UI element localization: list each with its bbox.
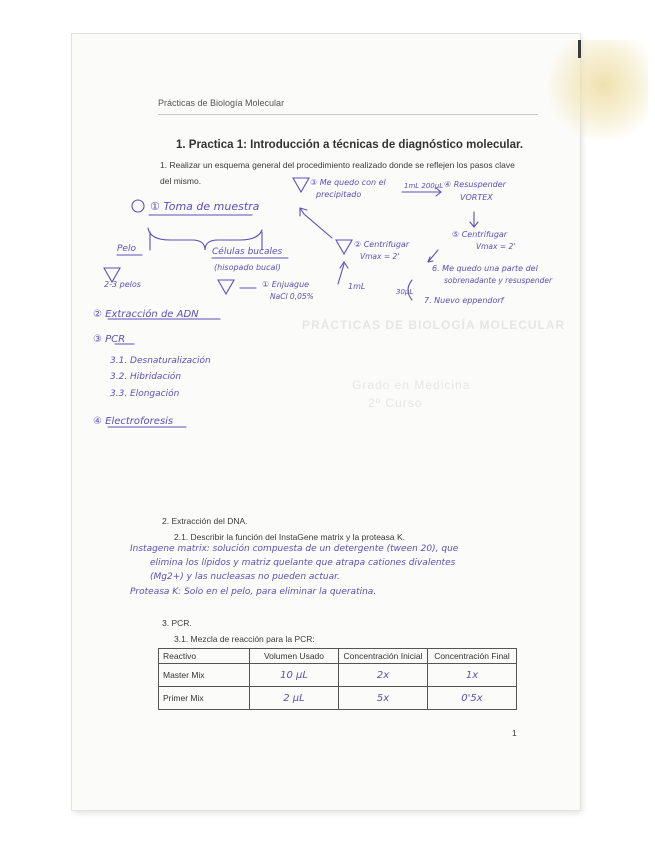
question-3-1: 3.1. Mezcla de reacción para la PCR:: [174, 634, 315, 644]
hw-celulas: Células bucales: [212, 247, 283, 257]
section-3-title: 3. PCR.: [162, 618, 192, 628]
question-2-1: 2.1. Describir la función del InstaGene matrix y la proteasa K.: [174, 532, 406, 542]
hw-answer-line-4: Proteasa K: Solo en el pelo, para eliminar la queratina.: [130, 587, 377, 597]
ghost-text-year: 2º Curso: [368, 396, 423, 410]
hw-step6: 6. Me quedo una parte del: [432, 264, 538, 273]
hw-quedo-sub: precipitado: [316, 190, 362, 199]
hw-step3-pcr: ③ PCR: [93, 334, 126, 345]
hw-step31: 3.1. Desnaturalización: [110, 356, 211, 366]
table-row: [159, 664, 517, 687]
table-header-cell: Reactivo: [159, 649, 250, 664]
table-row: [159, 687, 517, 710]
hw-step33: 3.3. Elongación: [110, 389, 180, 399]
pcr-mix-table: [158, 648, 517, 710]
section-2-title: 2. Extracción del DNA.: [162, 516, 248, 526]
hw-resuspender: ④ Resuspender: [444, 180, 506, 189]
table-cell: Primer Mix: [159, 687, 250, 710]
hw-centrifugar-1: ② Centrifugar: [354, 240, 410, 249]
hw-30ul: 30µL: [396, 288, 414, 296]
ghost-text-title: PRÁCTICAS DE BIOLOGÍA MOLECULAR: [302, 318, 566, 332]
hw-centrifugar-2-sub: Vmax = 2': [476, 242, 516, 251]
hw-answer-line-2: elimina los lípidos y matriz quelante que atrapa cationes divalentes: [150, 558, 456, 568]
hw-1ml: 1mL: [348, 282, 366, 291]
practice-title: 1. Practica 1: Introducción a técnicas de diagnóstico molecular.: [176, 139, 524, 151]
table-header-row: [159, 649, 517, 664]
table-header-cell: Concentración Final: [428, 649, 517, 664]
table-cell-handwritten: 1x: [428, 664, 517, 687]
hw-1ml-200ul: 1mL 200µL: [404, 182, 444, 190]
page-number: 1: [512, 728, 517, 738]
table-cell: Master Mix: [159, 664, 250, 687]
hw-step1-toma: ① Toma de muestra: [150, 200, 260, 213]
hw-answer-line-3: (Mg2+) y las nucleasas no pueden actuar.: [150, 572, 340, 582]
hw-step32: 3.2. Hibridación: [110, 372, 182, 382]
hw-quedo: ③ Me quedo con el: [310, 178, 386, 187]
hw-celulas-sub: (hisopado bucal): [214, 263, 281, 272]
table-cell-handwritten: 0'5x: [428, 687, 517, 710]
table-header-cell: Volumen Usado: [250, 649, 339, 664]
table-header-cell: Concentración Inicial: [339, 649, 428, 664]
hw-step7: 7. Nuevo eppendorf: [424, 296, 504, 305]
hw-resuspender-sub: VORTEX: [460, 193, 493, 202]
hw-pelo: Pelo: [117, 244, 136, 254]
table-cell-handwritten: 2x: [339, 664, 428, 687]
hw-centrifugar-1-sub: Vmax = 2': [360, 252, 400, 261]
hw-answer-line-1: Instagene matrix: solución compuesta de un detergente (tween 20), que: [130, 544, 459, 554]
hw-step6-sub: sobrenadante y resuspender: [444, 276, 553, 285]
running-header: Prácticas de Biología Molecular: [158, 98, 285, 108]
table-cell-handwritten: 5x: [339, 687, 428, 710]
hw-centrifugar-2: ⑤ Centrifugar: [452, 230, 508, 239]
ghost-text-degree: Grado en Medicina: [352, 378, 471, 392]
table-cell-handwritten: 10 µL: [250, 664, 339, 687]
page-edge-mark: [578, 40, 581, 58]
header-divider: [158, 114, 538, 115]
hw-enjuague-sub: NaCl 0,05%: [270, 292, 314, 301]
table-cell-handwritten: 2 µL: [250, 687, 339, 710]
hw-pelo-sub: 2-3 pelos: [104, 280, 141, 289]
hw-enjuague: ① Enjuague: [262, 280, 310, 289]
hw-step2-extraccion: ② Extracción de ADN: [93, 309, 199, 320]
hw-step4-electroforesis: ④ Electroforesis: [93, 416, 174, 427]
question-1-line-1: 1. Realizar un esquema general del procedimiento realizado donde se reflejen los pasos clave: [160, 160, 515, 170]
question-1-line-2: del mismo.: [160, 176, 202, 186]
